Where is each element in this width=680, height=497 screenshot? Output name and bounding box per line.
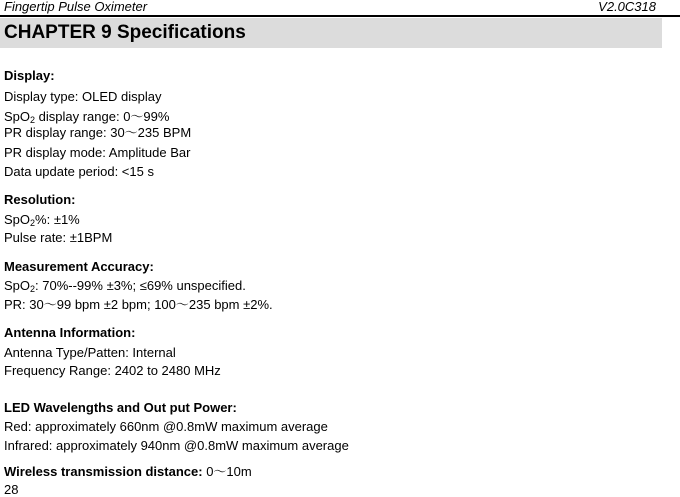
- display-heading: Display:: [4, 68, 55, 83]
- header-rule: [0, 15, 680, 17]
- led-heading: LED Wavelengths and Out put Power:: [4, 400, 237, 415]
- resolution-heading: Resolution:: [4, 192, 76, 207]
- header-product-name: Fingertip Pulse Oximeter: [4, 0, 148, 14]
- display-spo2-range: SpO$_2$ display range: 0～99%: [4, 109, 170, 125]
- page-number: 28: [4, 482, 19, 497]
- chapter-title: CHAPTER 9 Specifications: [0, 18, 662, 48]
- led-red: Red: approximately 660nm @0.8mW maximum average: [4, 419, 328, 434]
- display-pr-range: PR display range: 30～235 BPM: [4, 125, 192, 140]
- resolution-spo2: SpO$_2$%: ±1%: [4, 212, 80, 228]
- display-type: Display type: OLED display: [4, 89, 162, 104]
- wireless-heading: Wireless transmission distance:: [4, 464, 203, 479]
- accuracy-pr: PR: 30～99 bpm ±2 bpm; 100～235 bpm ±2%.: [4, 297, 273, 312]
- display-pr-mode: PR display mode: Amplitude Bar: [4, 145, 191, 160]
- display-update-period: Data update period: <15 s: [4, 164, 154, 179]
- accuracy-heading: Measurement Accuracy:: [4, 259, 154, 274]
- led-infrared: Infrared: approximately 940nm @0.8mW maximum average: [4, 438, 349, 453]
- resolution-pulse: Pulse rate: ±1BPM: [4, 230, 113, 245]
- antenna-frequency: Frequency Range: 2402 to 2480 MHz: [4, 363, 221, 378]
- accuracy-spo2: SpO$_2$: 70%--99% ±3%; ≤69% unspecified.: [4, 278, 246, 294]
- antenna-type: Antenna Type/Patten: Internal: [4, 345, 176, 360]
- wireless-value: 0～10m: [202, 464, 252, 479]
- wireless-distance: [4, 464, 252, 480]
- antenna-heading: Antenna Information:: [4, 325, 136, 340]
- header-version: V2.0C318: [598, 0, 656, 14]
- running-header: [0, 0, 680, 16]
